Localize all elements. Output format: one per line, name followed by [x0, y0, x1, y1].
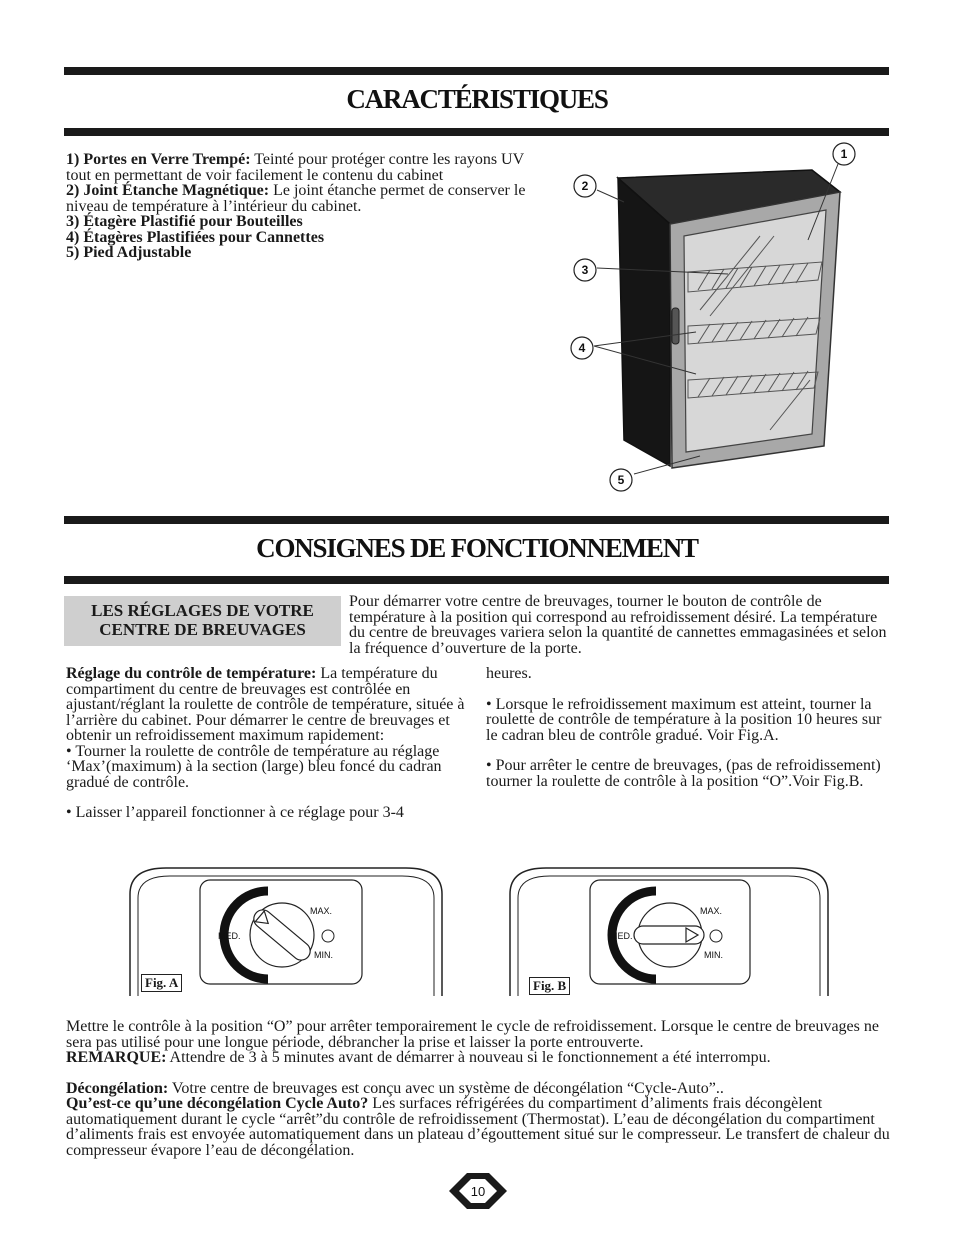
- operation-title: CONSIGNES DE FONCTIONNEMENT: [256, 533, 698, 563]
- callout-3: 3: [581, 263, 589, 277]
- reglages-heading-box: LES RÉGLAGES DE VOTRE CENTRE DE BREUVAGES: [64, 596, 341, 646]
- fig-a-med-label: MED.: [218, 931, 241, 941]
- features-list: [66, 152, 536, 261]
- feature-4: 4) Étagères Plastifiées pour Cannettes: [66, 228, 325, 246]
- bottom-text: Mettre le contrôle à la position “O” pour arrêter temporairement le cycle de refroidissement. Lorsque le centre de breuvages ne sera pas utilisé pour une longue période, débrancher la prise et laisser la porte entrouverte. REMARQUE: Attendre de 3 à 5 minutes avant de démarrer à nouveau si le fonctionnement a été interrompu. Décongélation: Votre centre de breuvages est conçu avec un système de décongélation “Cycle-Auto”.. Qu’est-ce qu’une décongélation Cycle Auto? Les surfaces réfrigérées du compartiment d’aliments frais décongèlent automatiquement durant le cycle “arrêt”du contrôle de refroidissement (Thermostat). L’eau de décongélation du compartiment d’aliments frais est envoyée automatiquement dans un plateau d’égouttement situé sur le compresseur. Le transfert de chaleur du compresseur évapore l’eau de décongélation.: [66, 1018, 890, 1159]
- feature-3: 3) Étagère Plastifié pour Bouteilles: [66, 213, 303, 230]
- features-title: CARACTÉRISTIQUES: [346, 84, 608, 114]
- fig-a-min-label: MIN.: [314, 950, 333, 960]
- page-number: 10: [470, 1184, 486, 1199]
- page-number-badge: [449, 1173, 507, 1209]
- fig-b-med-label: MED.: [610, 931, 633, 941]
- left-column: Réglage du contrôle de température: La température du compartiment du centre de breuvages est contrôlée en ajustant/réglant la roulette de contrôle de température, située à l’arrière du cabinet. Pour démarrer le centre de breuvages et obtenir un refroidissement maximum rapidement: • Tourner la roulette de contrôle de température au réglage ‘Max’(maximum) à la section (large) bleu foncé du cadran gradué de contrôle. • Laisser l’appareil fonctionner à ce réglage pour 3-4: [66, 665, 465, 821]
- operation-top-rule: [64, 516, 889, 524]
- fig-b-label: Fig. B: [529, 977, 570, 995]
- fig-a-label: Fig. A: [141, 974, 182, 992]
- feature-1: 1) Portes en Verre Trempé: Teinté pour protéger contre les rayons UV tout en permettant de voir facilement le contenu du cabinet: [66, 151, 524, 184]
- callout-4: 4: [578, 341, 586, 355]
- callout-5: 5: [617, 473, 625, 487]
- feature-2: 2) Joint Étanche Magnétique: Le joint étanche permet de conserver le niveau de température à l’intérieur du cabinet.: [66, 182, 526, 215]
- operation-rule: [64, 576, 889, 584]
- top-rule: [64, 67, 889, 75]
- beverage-center-illustration: [560, 140, 870, 500]
- reglages-intro: Pour démarrer votre centre de breuvages, tourner le bouton de contrôle de température à la position qui correspond au refroidissement désiré. La température du centre de breuvages variera selon la quantité de cannettes emmagasinées et selon la fréquence d’ouverture de la porte.: [349, 593, 887, 657]
- right-column: heures. • Lorsque le refroidissement maximum est atteint, tourner la roulette de contrôle de température à la position 10 heures sur le cadran bleu de contrôle gradué. Voir Fig.A. • Pour arrêter le centre de breuvages, (pas de refroidissement) tourner la roulette de contrôle à la position “O”.Voir Fig.B.: [486, 665, 882, 790]
- feature-5: 5) Pied Adjustable: [66, 244, 192, 261]
- features-rule: [64, 128, 889, 136]
- callout-2: 2: [581, 179, 589, 193]
- fig-b-min-label: MIN.: [704, 950, 723, 960]
- fig-a-max-label: MAX.: [310, 906, 333, 916]
- callout-1: 1: [840, 147, 848, 161]
- fig-b-max-label: MAX.: [700, 906, 723, 916]
